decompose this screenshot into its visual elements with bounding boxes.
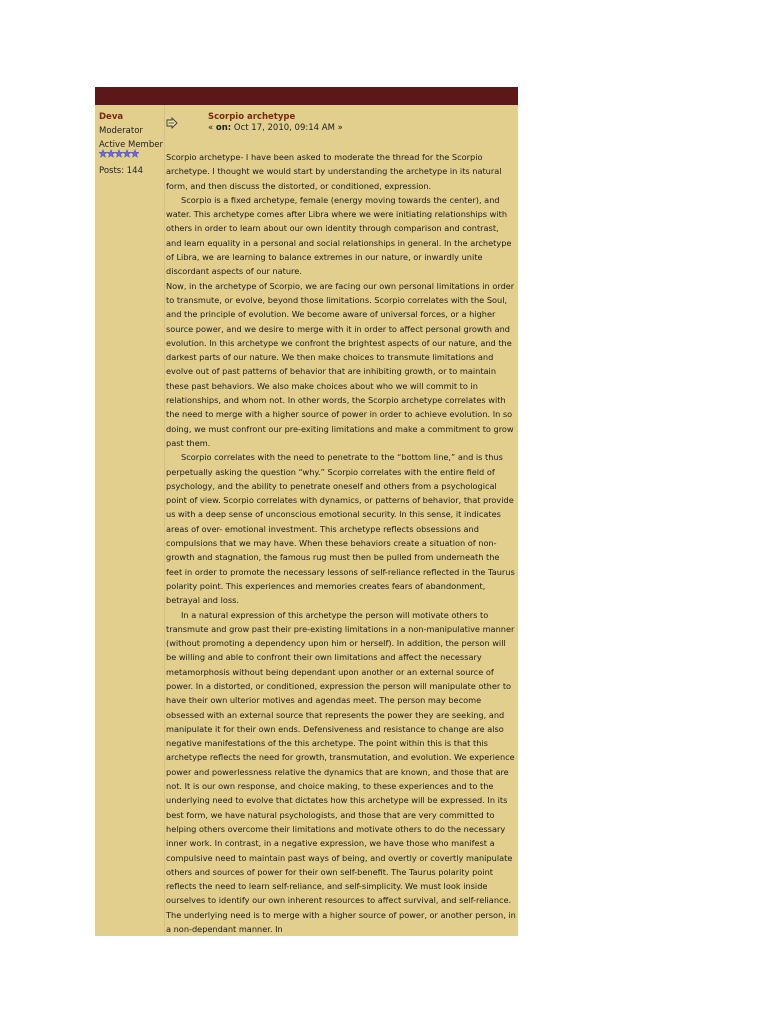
post-paragraph: Scorpio correlates with the need to penetrate to the “bottom line,” and is thus perpetually asking the question “why.” Scorpio correlates with the entire field of psychology, and the ability to penetrate oneself and others from a psychological point of view. Scorpio correlates with dynamics, or patterns of behavior, that provide us with a deep sense of unconscious emotional security. In this sense, it indicates areas of over- emotional investment. This archetype reflects obsessions and compulsions that we may have. When these behaviors create a situation of non-growth and stagnation, the famous rug must then be pulled from underneath the feet in order to promote the necessary lessons of self-reliance reflected in the Taurus polarity point. This experiences and memories creates fears of abandonment, betrayal and loss. (166, 452, 515, 606)
author-name[interactable]: Deva (99, 112, 124, 122)
star-icon (131, 150, 139, 158)
post-paragraph: Scorpio is a fixed archetype, female (energy moving towards the center), and water. This archetype comes after Libra where we were initiating relationships with others in order to learn about our own identity through comparison and contrast, and learn equality in a personal and social relationships in general. In the archetype of Libra, we are learning to balance extremes in our nature, or inwardly unite discordant aspects of our nature. (166, 194, 512, 277)
author-rank: Active Member (99, 140, 163, 150)
rank-stars (99, 149, 139, 159)
message-icon (166, 117, 178, 129)
star-icon (99, 150, 107, 158)
poster-divider (164, 105, 165, 936)
author-role: Moderator (99, 126, 143, 136)
star-icon (123, 150, 131, 158)
poster-info (95, 105, 165, 936)
star-icon (107, 150, 115, 158)
post-date: « on: Oct 17, 2010, 09:14 AM » (208, 123, 343, 133)
star-icon (115, 150, 123, 158)
post-paragraph: In a natural expression of this archetype the person will motivate others to transmute and grow past their pre-existing limitations in a non-manipulative manner (without promoting a dependency upon him or herself). In addition, the person will be willing and able to confront their own limitations and affect the necessary metamorphosis without being dependant upon another or an external source of power. In a distorted, or conditioned, expression the person will manipulate other to have their own ulterior motives and agendas meet. The person may become obsessed with an external source that represents the power they are seeking, and manipulate it for their own ends. Defensiveness and resistance to change are also negative manifestations of the this archetype. The point within this is that this archetype reflects the need for growth, transmutation, and evolution. We experience power and powerlessness relative the dynamics that are known, and those that are not. It is our own response, and choice making, to these experiences and to the underlying need to evolve that dictates how this archetype will be expressed. In its best form, we have natural psychologists, and those that are very committed to helping others overcome their limitations and motivate others to do the necessary inner work. In contrast, in a negative expression, we have those who manifest a compulsive need to maintain past ways of being, and overtly or covertly manipulate others and sources of power for their own self-benefit. The Taurus polarity point reflects the need to learn self-reliance, and self-simplicity. We must look inside ourselves to identify our own inherent resources to affect survival, and self-reliance. The underlying need is to merge with a higher source of power, or another person, in a non-dependant manner. In (166, 609, 516, 935)
post-paragraph: Now, in the archetype of Scorpio, we are facing our own personal limitations in order to transmute, or evolve, beyond those limitations. Scorpio correlates with the Soul, and the principle of evolution. We become aware of universal forces, or a higher source power, and we desire to merge with it in order to affect personal growth and evolution. In this archetype we confront the brightest aspects of our nature, and the darkest parts of our nature. We then make choices to transmute limitations and evolve out of past patterns of behavior that are inhibiting growth, or to maintain these past behaviors. We also make choices about who we will commit to in relationships, and whom not. In other words, the Scorpio archetype correlates with the need to merge with a higher source of power in order to achieve evolution. In so doing, we must confront our pre-exiting limitations and make a commitment to grow past them. (166, 280, 515, 448)
post-subject[interactable]: Scorpio archetype (208, 112, 296, 122)
post-count: Posts: 144 (99, 166, 144, 176)
post-paragraph: Scorpio archetype- I have been asked to moderate the thread for the Scorpio archetype. I thought we would start by understanding the archetype in its natural form, and then discuss the distorted, or conditioned, expression. (166, 152, 502, 191)
post-body (166, 150, 516, 936)
forum-post (95, 87, 518, 936)
post-header-bar (95, 87, 518, 105)
